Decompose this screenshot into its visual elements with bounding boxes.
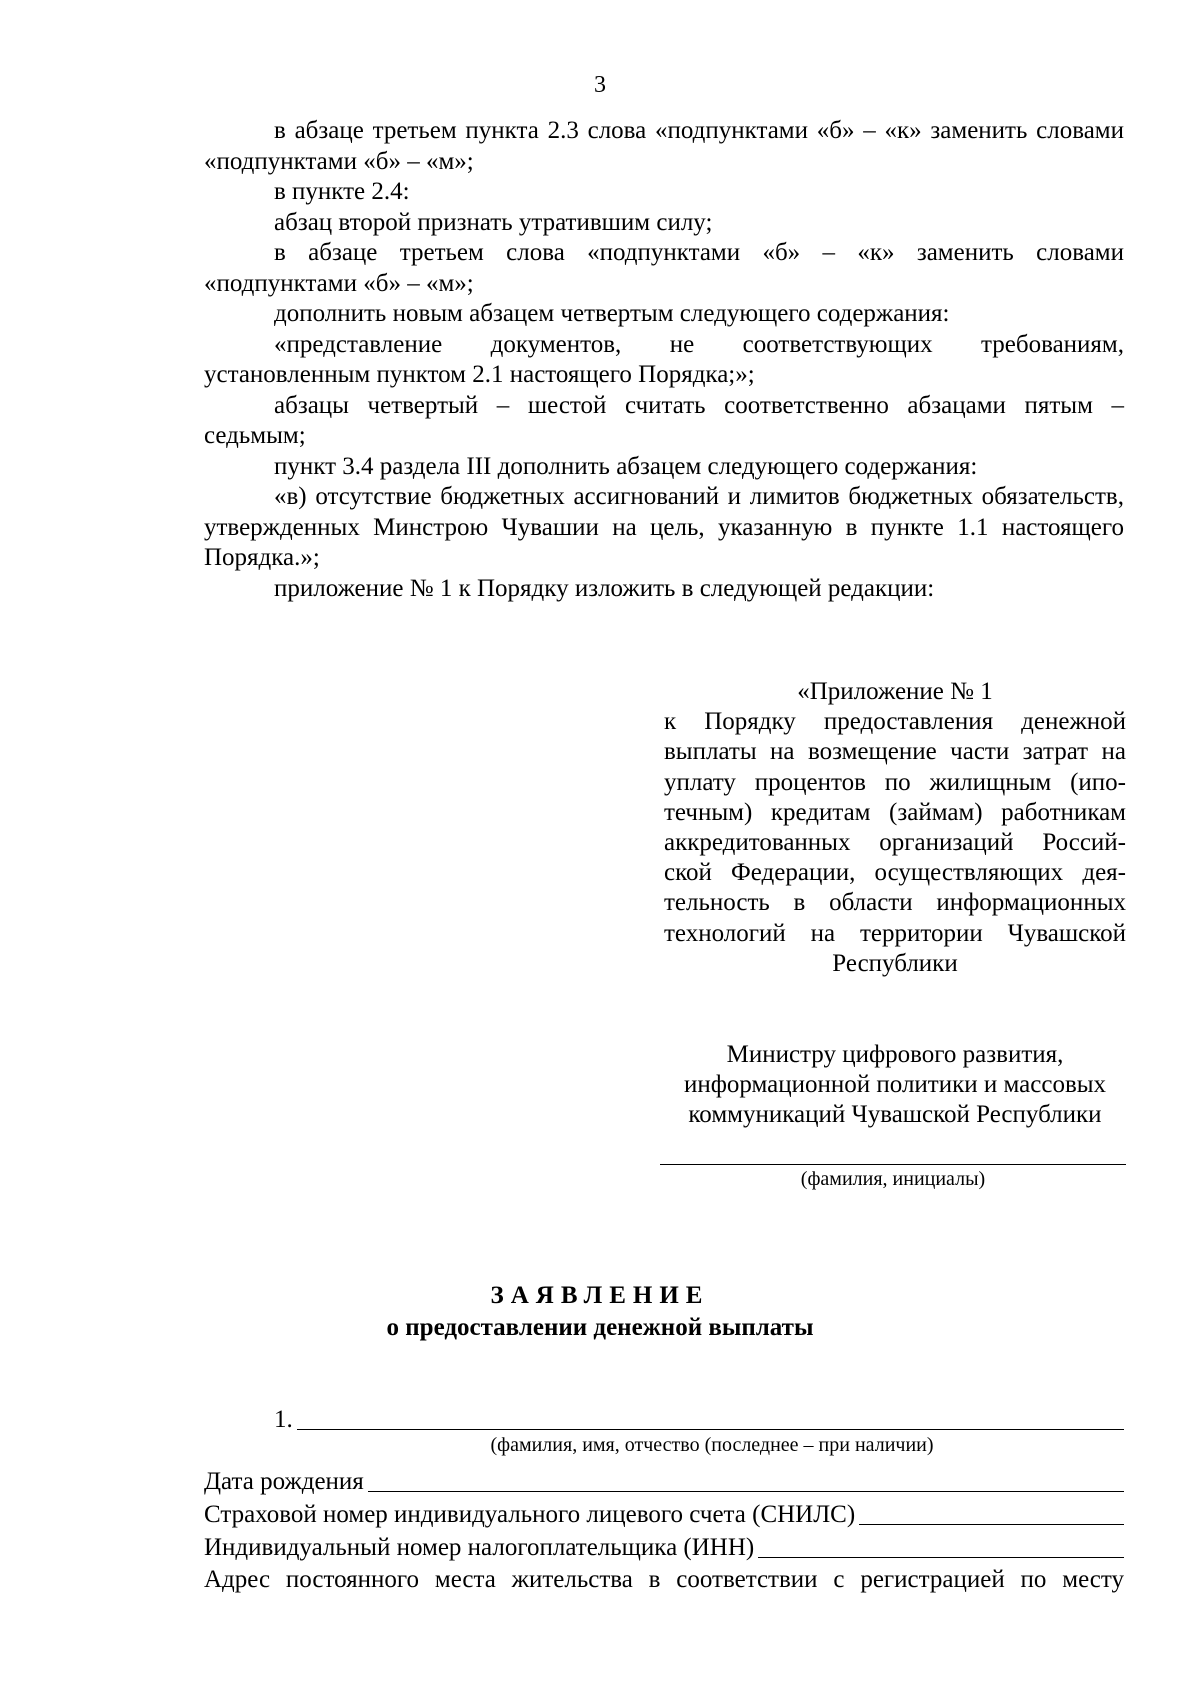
address-label: Адрес постоянного места жительства в соответствии с регистрацией по месту [204, 1566, 1124, 1593]
inn-row [204, 1532, 1124, 1562]
appendix-line: к Порядку предоставления денежной [664, 708, 1126, 736]
appendix-line: уплату процентов по жилищным (ипо- [664, 768, 1126, 796]
appendix-header [664, 677, 1126, 979]
birth-date-label: Дата рождения [204, 1468, 364, 1495]
full-name-caption: (фамилия, имя, отчество (последнее – при наличии) [490, 1434, 934, 1456]
paragraph: приложение № 1 к Порядку изложить в следующей редакции: [274, 574, 935, 602]
addressee-line: Министру цифрового развития, [726, 1041, 1064, 1068]
appendix-line: течным) кредитам (займам) работникам [664, 798, 1126, 826]
paragraph: пункт 3.4 раздела III дополнить абзацем следующего содержания: [274, 452, 978, 480]
item-number: 1. [274, 1406, 293, 1433]
signature-caption: (фамилия, инициалы) [800, 1168, 986, 1190]
paragraph: «представление документов, не соответствующих требованиям, установленным пунктом 2.1 настоящего Порядка;»; [204, 330, 1124, 388]
form-title: ЗАЯВЛЕНИЕ [490, 1282, 710, 1309]
addressee-line: коммуникаций Чувашской Республики [688, 1101, 1102, 1129]
signature-line[interactable] [660, 1164, 1126, 1165]
paragraph: «в) отсутствие бюджетных ассигнований и лимитов бюджетных обязательств, утвержденных Минстрою Чувашии на цель, указанную в пункте 1.1 настоящего Порядка.»; [204, 483, 1124, 571]
paragraph: в абзаце третьем слова «подпунктами «б» – «к» заменить словами «подпунктами «б» – «м»; [204, 239, 1124, 297]
appendix-line: аккредитованных организаций Россий- [664, 829, 1126, 857]
addressee-line: информационной политики и массовых [683, 1071, 1107, 1099]
paragraph: абзацы четвертый – шестой считать соответственно абзацами пятым – седьмым; [204, 391, 1124, 449]
full-name-field[interactable] [297, 1405, 1124, 1430]
addressee-block [664, 1040, 1126, 1131]
birth-date-field[interactable] [368, 1467, 1124, 1492]
inn-label: Индивидуальный номер налогоплательщика (ИНН) [204, 1534, 755, 1561]
snils-label: Страховой номер индивидуального лицевого счета (СНИЛС) [204, 1501, 856, 1528]
appendix-heading: «Приложение № 1 [797, 678, 993, 705]
form-subtitle: о предоставлении денежной выплаты [386, 1314, 814, 1341]
page-number: 3 [594, 72, 606, 98]
snils-row [204, 1499, 1124, 1529]
paragraph: в абзаце третьем пункта 2.3 слова «подпунктами «б» – «к» заменить словами «подпунктами «б» – «м»; [204, 117, 1124, 175]
paragraph: в пункте 2.4: [274, 178, 410, 205]
inn-field[interactable] [758, 1533, 1124, 1558]
full-name-row [274, 1404, 1124, 1434]
paragraph: абзац второй признать утратившим силу; [274, 208, 713, 236]
appendix-line: технологий на территории Чувашской [664, 919, 1126, 947]
amendment-text [204, 116, 1124, 604]
appendix-line: ской Федерации, осуществляющих дея- [664, 859, 1126, 887]
birth-date-row [204, 1466, 1124, 1496]
appendix-last-line: Республики [832, 949, 958, 977]
appendix-line: тельность в области информационных [664, 889, 1126, 917]
snils-field[interactable] [859, 1500, 1124, 1525]
appendix-line: выплаты на возмещение части затрат на [664, 738, 1126, 766]
paragraph: дополнить новым абзацем четвертым следующего содержания: [274, 300, 950, 327]
